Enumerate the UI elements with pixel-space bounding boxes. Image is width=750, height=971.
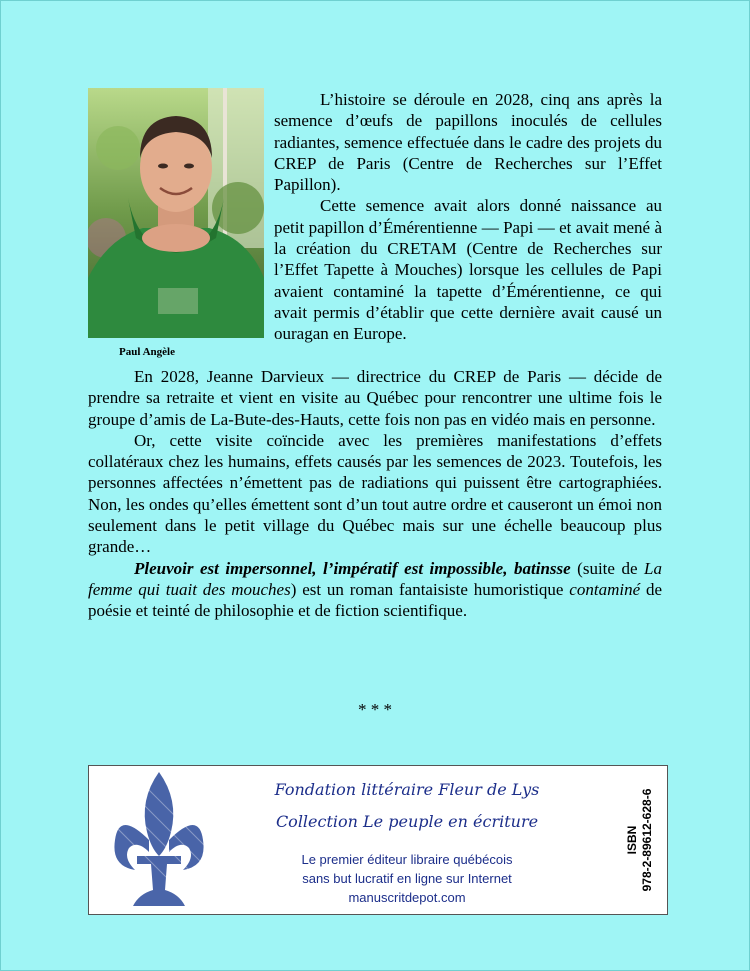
paragraph: En 2028, Jeanne Darvieux — directrice du CREP de Paris — décide de prendre sa retraite et vient en visite au Québec pour rencontrer une ultime fois le groupe d’amis de La-Bute-des-Hauts, cette fois non pas en vidéo mais en personne. bbox=[88, 367, 662, 429]
prior-book-title: La femme qui tuait des mouches bbox=[88, 558, 662, 599]
publisher-website: manuscritdepot.com bbox=[348, 890, 466, 905]
isbn-number: 978-2-89612-628-6 bbox=[640, 788, 654, 892]
photo-caption: Paul Angèle bbox=[119, 346, 175, 358]
publisher-description-1: Le premier éditeur libraire québécois bbox=[301, 852, 513, 867]
isbn-label: ISBN bbox=[625, 825, 639, 855]
paragraph: Cette semence avait alors donné naissance au petit papillon d’Émérentienne — Papi — et avait mené à la création du CRETAM (Centre de Recherches sur l’Effet Tapette à Mouches) lorsque les cellules de Papi avaient contaminé la tapette d’Émérentienne, ce qui avait permis d’établir que cette dernière avait causé un ouragan en Europe. bbox=[274, 196, 662, 344]
isbn-block bbox=[618, 776, 662, 904]
body-text bbox=[88, 366, 662, 622]
paragraph: Or, cette visite coïncide avec les premières manifestations d’effets collatéraux chez les humains, effets causés par les semences de 2023. Toutefois, les personnes affectées n’émettent pas de radiations qui puissent être cartographiées. Non, les ondes qu’elles émettent sont d’un tout autre ordre et causeront un émoi non seulement dans le petit village du Québec mais sur une échelle beaucoup plus grande… bbox=[88, 430, 662, 557]
intro-text bbox=[274, 89, 662, 345]
summary-paragraph: Pleuvoir est impersonnel, l’impératif est impossible, batinsse (suite de La femme qui tuait des mouches) est un roman fantaisiste humoristique contaminé de poésie et teinté de philosophie et de fiction scientifique. bbox=[88, 558, 662, 621]
foundation-name: Fondation littéraire Fleur de Lys bbox=[274, 780, 540, 799]
section-separator: * * * bbox=[358, 700, 392, 719]
book-title: Pleuvoir est impersonnel, l’impératif est impossible, batinsse bbox=[134, 558, 571, 578]
publisher-description-2: sans but lucratif en ligne sur Internet bbox=[302, 871, 512, 886]
publisher-banner bbox=[88, 765, 668, 915]
author-photo bbox=[88, 88, 264, 338]
fleur-de-lys-icon bbox=[109, 770, 209, 908]
paragraph: L’histoire se déroule en 2028, cinq ans après la semence d’œufs de papillons inoculés de cellules radiantes, semence effectuée dans le cadre des projets du CREP de Paris (Centre de Recherches sur l’Effet Papillon). bbox=[274, 90, 662, 195]
collection-name: Collection Le peuple en écriture bbox=[275, 812, 539, 831]
